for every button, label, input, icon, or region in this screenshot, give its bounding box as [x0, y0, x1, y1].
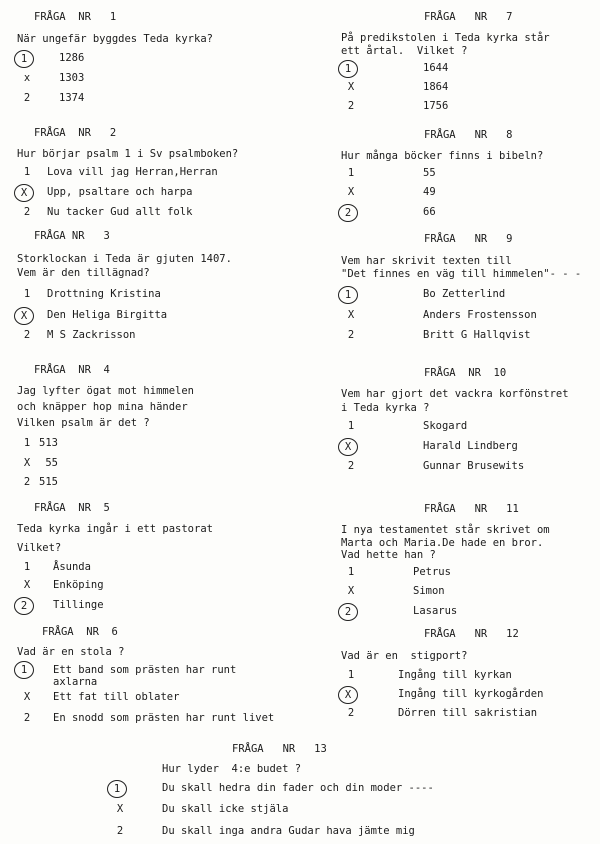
option-text: Gunnar Brusewits	[423, 460, 525, 472]
option-mark: 2	[347, 100, 355, 112]
question-text: ett årtal. Vilket ?	[341, 45, 468, 57]
question-text: och knäpper hop mina händer	[17, 401, 188, 413]
option-mark: 2	[23, 206, 31, 218]
option-text: Du skall inga andra Gudar hava jämte mig	[162, 825, 415, 837]
option-mark: 2	[347, 707, 355, 719]
option-mark: 2	[23, 92, 31, 104]
option-text: Den Heliga Birgitta	[47, 309, 168, 321]
option-mark: 1	[338, 286, 358, 304]
option-mark: 1	[14, 50, 34, 68]
option-mark: X	[347, 186, 355, 198]
question-header: FRÅGA NR 9	[424, 233, 513, 245]
question-text: Jag lyfter ögat mot himmelen	[17, 385, 195, 397]
option-mark: 1	[23, 288, 31, 300]
option-mark: 2	[14, 597, 34, 615]
question-text: Hur börjar psalm 1 i Sv psalmboken?	[17, 148, 239, 160]
option-text: 1756	[423, 100, 449, 112]
question-text: Vem är den tillägnad?	[17, 267, 150, 279]
question-text: Hur lyder 4:e budet ?	[162, 763, 302, 775]
option-mark: 1	[347, 669, 355, 681]
option-mark: 2	[338, 603, 358, 621]
option-mark: X	[23, 691, 31, 703]
option-mark: 1	[23, 437, 31, 449]
option-mark: 1	[23, 166, 31, 178]
question-text: Hur många böcker finns i bibeln?	[341, 150, 544, 162]
option-mark: X	[14, 184, 34, 202]
question-header: FRÅGA NR 2	[34, 127, 117, 139]
option-text: Upp, psaltare och harpa	[47, 186, 193, 198]
option-text: Ingång till kyrkan	[398, 669, 512, 681]
option-mark: 2	[338, 204, 358, 222]
question-header: FRÅGA NR 6	[42, 626, 118, 638]
option-mark: X	[14, 307, 34, 325]
option-text: 55	[423, 167, 436, 179]
option-mark: X	[338, 438, 358, 456]
option-text: En snodd som prästen har runt livet	[53, 712, 275, 724]
question-header: FRÅGA NR 4	[34, 364, 110, 376]
question-header: FRÅGA NR 8	[424, 129, 513, 141]
option-mark: X	[116, 803, 124, 815]
option-text: 515	[39, 476, 58, 488]
option-text: Harald Lindberg	[423, 440, 518, 452]
question-text: Vad är en stigport?	[341, 650, 468, 662]
question-text: Vad är en stola ?	[17, 646, 125, 658]
option-mark: 2	[347, 460, 355, 472]
question-text: Vem har gjort det vackra korfönstret	[341, 388, 569, 400]
option-mark: 2	[347, 329, 355, 341]
option-mark: X	[23, 579, 31, 591]
option-text: 513	[39, 437, 58, 449]
option-mark: X	[338, 686, 358, 704]
question-text: Vad hette han ?	[341, 549, 436, 561]
option-mark: 1	[23, 561, 31, 573]
option-mark: 1	[107, 780, 127, 798]
option-mark: X	[347, 309, 355, 321]
option-mark: 1	[338, 60, 358, 78]
question-header: FRÅGA NR 3	[34, 230, 110, 242]
option-text: Nu tacker Gud allt folk	[47, 206, 193, 218]
option-text: 1303	[59, 72, 85, 84]
question-header: FRÅGA NR 5	[34, 502, 110, 514]
question-header: FRÅGA NR 7	[424, 11, 513, 23]
option-text: Du skall hedra din fader och din moder ----	[162, 782, 434, 794]
option-mark: 1	[347, 566, 355, 578]
option-text: 49	[423, 186, 436, 198]
option-text: Enköping	[53, 579, 104, 591]
option-text: Britt G Hallqvist	[423, 329, 531, 341]
question-text: Vem har skrivit texten till	[341, 255, 512, 267]
question-header: FRÅGA NR 13	[232, 743, 327, 755]
option-text: Ett fat till oblater	[53, 691, 180, 703]
option-text: Lova vill jag Herran,Herran	[47, 166, 218, 178]
question-text: Marta och Maria.De hade en bror.	[341, 537, 544, 549]
question-header: FRÅGA NR 10	[424, 367, 507, 379]
option-text: 1286	[59, 52, 85, 64]
question-header: FRÅGA NR 12	[424, 628, 519, 640]
question-text: Teda kyrka ingår i ett pastorat	[17, 523, 213, 535]
question-text: i Teda kyrka ?	[341, 402, 430, 414]
option-text: Anders Frostensson	[423, 309, 537, 321]
option-text: Lasarus	[413, 605, 458, 617]
option-text: M S Zackrisson	[47, 329, 136, 341]
option-mark: X	[23, 457, 31, 469]
option-mark: 1	[347, 167, 355, 179]
option-text: 66	[423, 206, 436, 218]
question-text: I nya testamentet står skrivet om	[341, 524, 550, 536]
option-text: Ett band som prästen har runt axlarna	[53, 664, 237, 688]
option-text: Ingång till kyrkogården	[398, 688, 544, 700]
option-mark: X	[347, 81, 355, 93]
option-mark: 2	[23, 712, 31, 724]
option-mark: 2	[23, 476, 31, 488]
option-text: Dörren till sakristian	[398, 707, 538, 719]
option-mark: 1	[14, 661, 34, 679]
option-text: Skogard	[423, 420, 468, 432]
question-text: "Det finnes en väg till himmelen"- - -	[341, 268, 582, 280]
option-text: Åsunda	[53, 561, 91, 573]
question-header: FRÅGA NR 1	[34, 11, 117, 23]
option-text: Simon	[413, 585, 445, 597]
question-text: På predikstolen i Teda kyrka står	[341, 32, 550, 44]
question-text: Vilken psalm är det ?	[17, 417, 150, 429]
option-text: Drottning Kristina	[47, 288, 161, 300]
option-text: Du skall icke stjäla	[162, 803, 289, 815]
option-text: 1644	[423, 62, 449, 74]
question-header: FRÅGA NR 11	[424, 503, 519, 515]
option-mark: 2	[116, 825, 124, 837]
question-text: När ungefär byggdes Teda kyrka?	[17, 33, 213, 45]
option-text: Tillinge	[53, 599, 104, 611]
option-mark: X	[347, 585, 355, 597]
option-mark: x	[23, 72, 31, 84]
option-text: Bo Zetterlind	[423, 288, 506, 300]
option-text: Petrus	[413, 566, 451, 578]
option-mark: 2	[23, 329, 31, 341]
question-text: Vilket?	[17, 542, 62, 554]
question-text: Storklockan i Teda är gjuten 1407.	[17, 253, 232, 265]
option-text: 55	[39, 457, 58, 469]
option-mark: 1	[347, 420, 355, 432]
option-text: 1864	[423, 81, 449, 93]
option-text: 1374	[59, 92, 85, 104]
